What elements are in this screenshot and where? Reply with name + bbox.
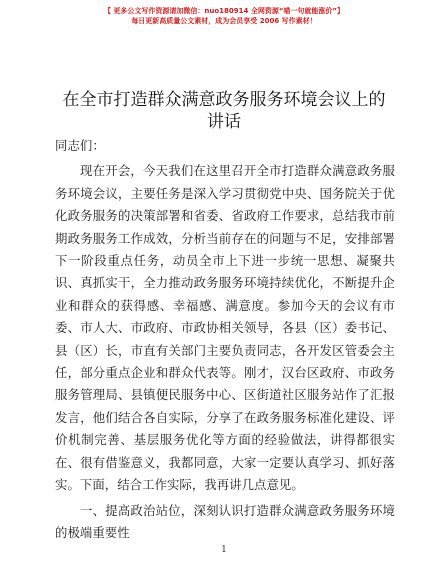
section-heading: 一、提高政治站位，深刻认识打造群众满意政务服务环境的极端重要性 [55,502,395,540]
page-number: 1 [221,545,227,555]
promo-line-1: 【 更多公文写作资源请加微信：nuo180914 全网资源“喵一句就能涨价”】 [103,7,345,15]
document-title: 在全市打造群众满意政务服务环境会议上的讲话 [62,90,386,132]
body-paragraph: 现在开会，今天我们在这里召开全市打造群众满意政务服务环境会议，主要任务是深入学习贯彻党中央、国务院关于优化政务服务的决策部署和省委、省政府工作要求，总结我市前期政务服务工作成效，分析当前存在的问题与不足，安排部署下一阶段重点任务，动员全市上下进一步统一思想、凝聚共识、真抓实干，全力推动政务服务环境持续优化，不断提升企业和群众的获得感、幸福感、满意度。参加今天的会议有市委、市人大、市政府、市政协相关领导，各县（区）委书记、县（区）长，市直有关部门主要负责同志，各开发区管委会主任，部分重点企业和群众代表等。刚才，汉台区政府、市政务服务管理局、县镇便民服务中心、区街道社区服务站作了汇报发言，他们结合各自实际，分享了在政务服务标准化建设、评价机制完善、基层服务优化等方面的经验做法，讲得都很实在、很有借鉴意义，我都同意，大家一定要认真学习、抓好落实。下面，结合工作实际，我再讲几点意见。 [55,163,395,493]
promo-line-2: 每日更新高质量公文素材，成为会员享受 2006 写作素材！ [131,17,317,25]
promo-banner [0,6,448,26]
salutation: 同志们： [55,138,105,153]
document-body [55,135,395,544]
